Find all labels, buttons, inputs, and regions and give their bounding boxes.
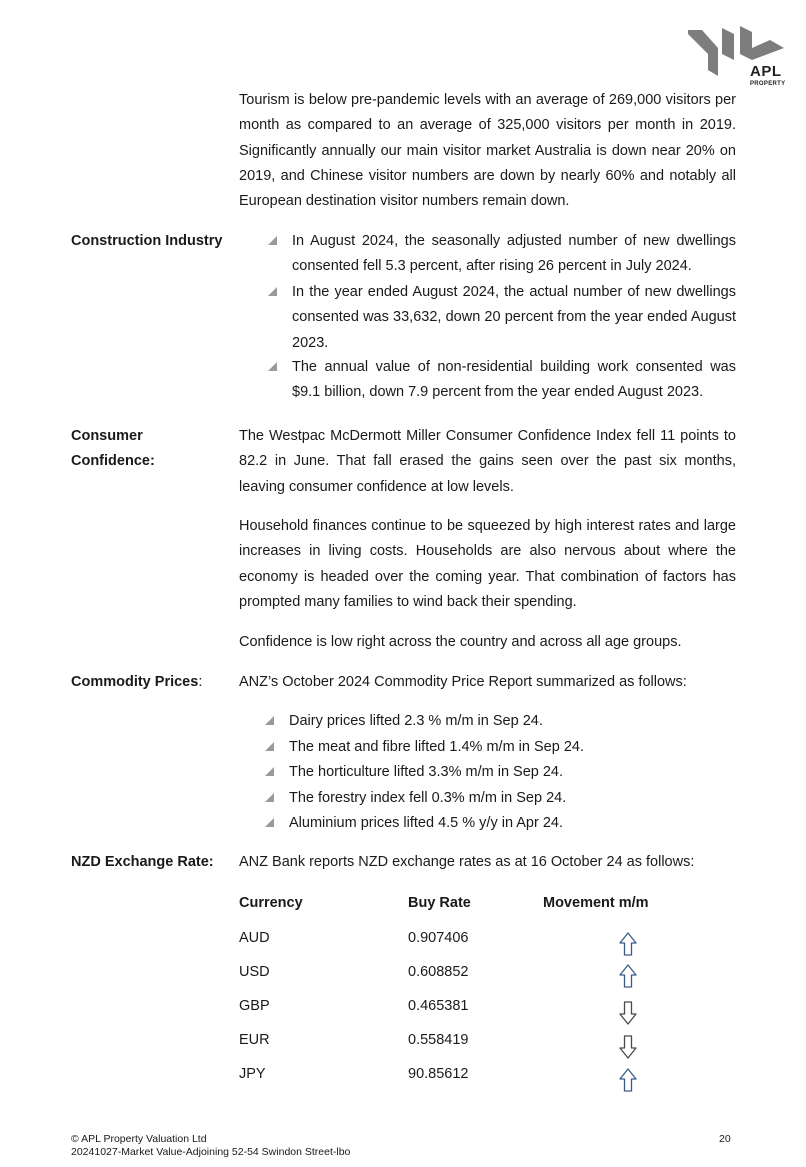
tourism-paragraph: Tourism is below pre-pandemic levels with an average of 269,000 visitors per month as compared to an average of 325,000 visitors per month in 2019. Significantly annually our main visitor market Australia is down near 20% on 2019, and Chinese visitor numbers are down by nearly 60% and notably all European destination visitor numbers remain down. (239, 92, 736, 210)
table-cell-rate: 0.907406 (408, 930, 469, 946)
logo-name: APL (750, 63, 782, 80)
commodity-label-text: Commodity Prices (71, 674, 199, 690)
bullet-triangle-icon (265, 716, 274, 725)
footer-copyright: © APL Property Valuation Ltd (71, 1133, 207, 1145)
bullet-triangle-icon (265, 793, 274, 802)
table-header-currency: Currency (239, 895, 303, 911)
logo-subtitle: PROPERTY (750, 81, 786, 87)
bullet-triangle-icon (265, 742, 274, 751)
table-cell-rate: 90.85612 (408, 1066, 469, 1082)
bullet-triangle-icon (268, 362, 277, 371)
arrow-down-icon (619, 1001, 637, 1025)
construction-bullet: The annual value of non-residential building work consented was $9.1 billion, down 7.9 percent from the year ended August 2023. (292, 359, 736, 401)
consumer-label-line1: Consumer (71, 428, 143, 444)
table-header-movement: Movement m/m (543, 895, 649, 911)
commodity-bullet: The meat and fibre lifted 1.4% m/m in Sep 24. (289, 739, 584, 755)
bullet-triangle-icon (268, 236, 277, 245)
arrow-up-icon (619, 1068, 637, 1092)
commodity-bullet: The horticulture lifted 3.3% m/m in Sep 24. (289, 764, 564, 780)
table-cell-currency: AUD (239, 930, 270, 946)
commodity-intro: ANZ’s October 2024 Commodity Price Report summarized as follows: (239, 674, 687, 690)
table-header-buy-rate: Buy Rate (408, 895, 471, 911)
table-cell-currency: USD (239, 964, 270, 980)
apl-logo (688, 26, 788, 92)
commodity-label-colon: : (198, 674, 203, 690)
arrow-down-icon (619, 1035, 637, 1059)
page-number: 20 (719, 1133, 731, 1145)
table-cell-rate: 0.465381 (408, 998, 469, 1014)
table-cell-rate: 0.608852 (408, 964, 469, 980)
bullet-triangle-icon (265, 767, 274, 776)
commodity-bullet: Aluminium prices lifted 4.5 % y/y in Apr 24. (289, 815, 564, 831)
consumer-paragraph-1: The Westpac McDermott Miller Consumer Confidence Index fell 11 points to 82.2 in June. That fall erased the gains seen over the past six months, leaving consumer confidence at low levels. (239, 428, 736, 495)
construction-bullet: In the year ended August 2024, the actual number of new dwellings consented was 33,632, down 20 percent from the year ended August 2023. (292, 284, 736, 351)
exchange-intro: ANZ Bank reports NZD exchange rates as at 16 October 24 as follows: (239, 854, 695, 870)
consumer-paragraph-3: Confidence is low right across the country and across all age groups. (239, 634, 682, 650)
exchange-label: NZD Exchange Rate: (71, 854, 214, 870)
construction-label: Construction Industry (71, 233, 223, 249)
bullet-triangle-icon (268, 287, 277, 296)
footer-reference: 20241027-Market Value-Adjoining 52-54 Swindon Street-lbo (71, 1146, 351, 1158)
table-cell-currency: GBP (239, 998, 270, 1014)
commodity-label (71, 670, 202, 695)
construction-bullet: In August 2024, the seasonally adjusted number of new dwellings consented fell 5.3 percent, after rising 26 percent in July 2024. (292, 233, 736, 275)
bullet-triangle-icon (265, 818, 274, 827)
table-cell-currency: JPY (239, 1066, 266, 1082)
arrow-up-icon (619, 932, 637, 956)
consumer-label-line2: Confidence: (71, 453, 155, 469)
arrow-up-icon (619, 964, 637, 988)
commodity-bullet: The forestry index fell 0.3% m/m in Sep 24. (289, 790, 567, 806)
commodity-bullet: Dairy prices lifted 2.3 % m/m in Sep 24. (289, 713, 543, 729)
table-cell-currency: EUR (239, 1032, 270, 1048)
table-cell-rate: 0.558419 (408, 1032, 469, 1048)
consumer-paragraph-2: Household finances continue to be squeezed by high interest rates and large increases in living costs. Households are also nervous about where the economy is headed over the coming year. That combination of factors has prompted many families to wind back their spending. (239, 518, 736, 610)
